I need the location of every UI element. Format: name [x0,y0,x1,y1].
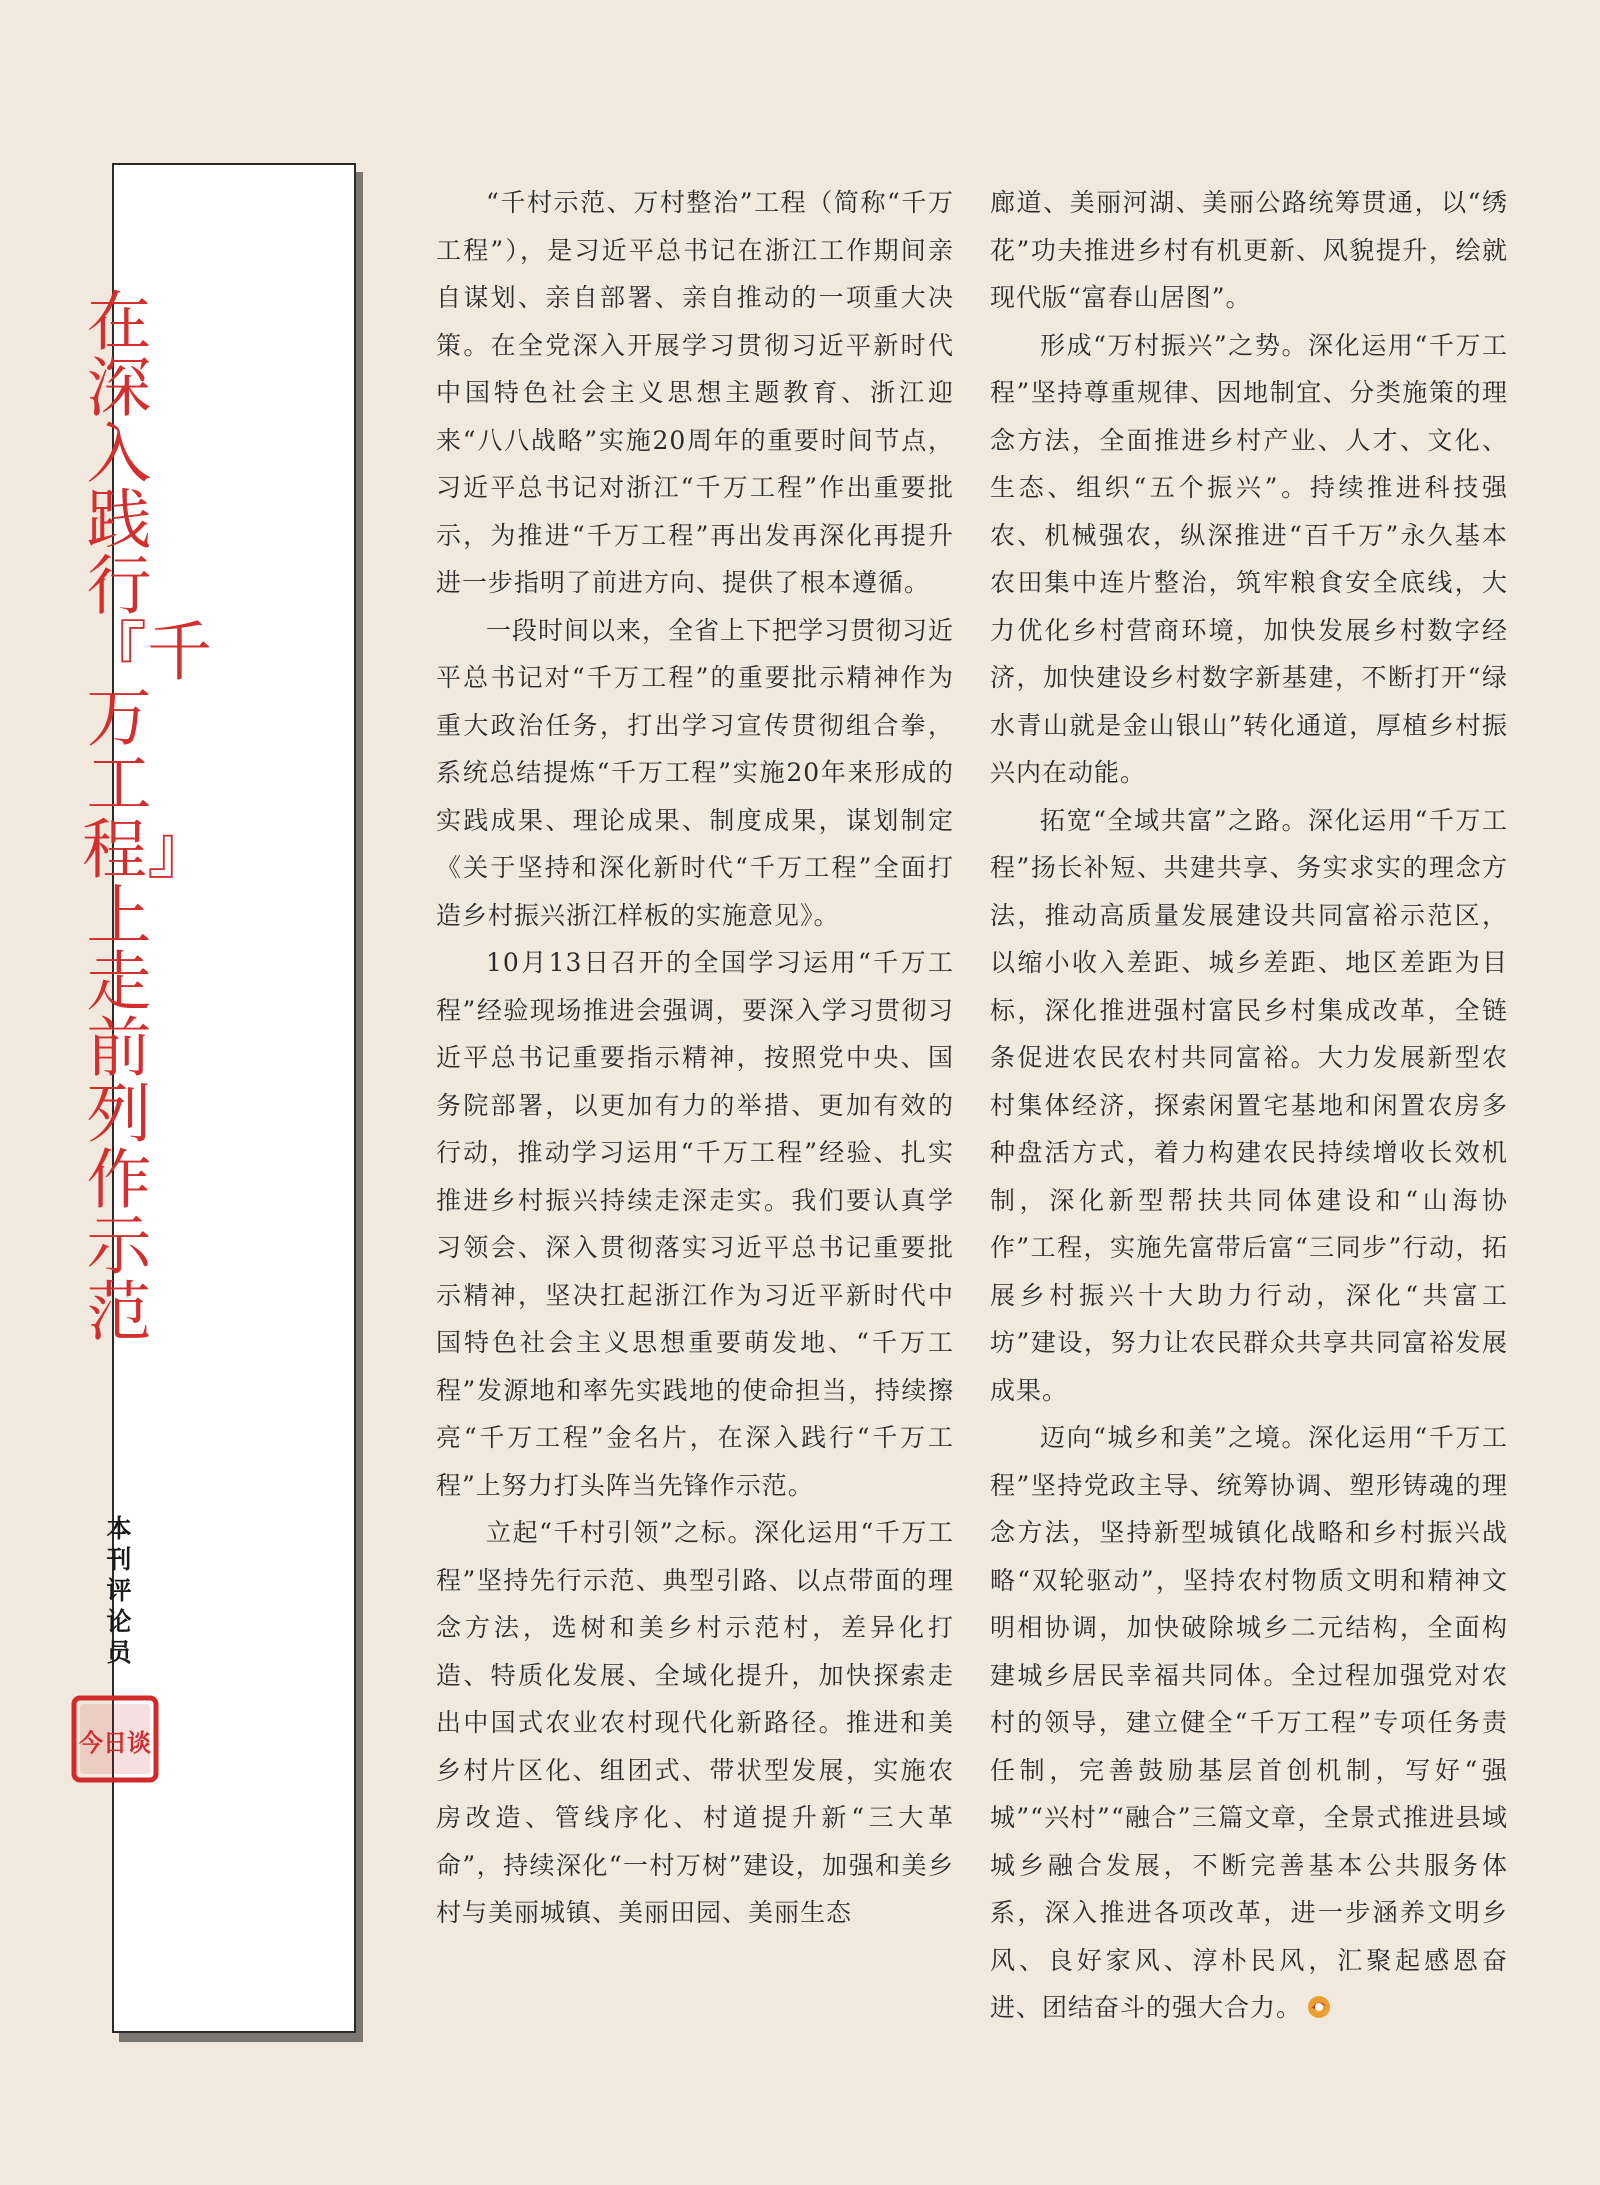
paragraph: “千村示范、万村整治”工程（简称“千万工程”），是习近平总书记在浙江工作期间亲自谋划、亲自部署、亲自推动的一项重大决策。在全党深入开展学习贯彻习近平新时代中国特色社会主义思想主题教育、浙江迎来“八八战略”实施20周年的重要时间节点，习近平总书记对浙江“千万工程”作出重要批示，为推进“千万工程”再出发再深化再提升进一步指明了前进方向、提供了根本遵循。 [436,188,954,597]
paragraph-final [990,1414,1508,2032]
article-column-right [990,179,1508,2032]
author-byline: 本刊评论员 [106,1514,132,1667]
seal-text: 今日谈 [79,1728,151,1757]
paragraph: 一段时间以来，全省上下把学习贯彻习近平总书记对“千万工程”的重要批示精神作为重大政治任务，打出学习宣传贯彻组合拳，系统总结提炼“千万工程”实施20年来形成的实践成果、理论成果、制度成果，谋划制定《关于坚持和深化新时代“千万工程”全面打造乡村振兴浙江样板的实施意见》。 [436,615,955,930]
paragraph-text: 迈向“城乡和美”之境。深化运用“千万工程”坚持党政主导、统筹协调、塑形铸魂的理念方法，坚持新型城镇化战略和乡村振兴战略“双轮驱动”，坚持农村物质文明和精神文明相协调，加快破除城乡二元结构，全面构建城乡居民幸福共同体。全过程加强党对农村的领导，建立健全“千万工程”专项任务责任制，完善鼓励基层首创机制，写好“强城”“兴村”“融合”三篇文章，全景式推进县域城乡融合发展，不断完善基本公共服务体系，深入推进各项改革，进一步涵养文明乡风、良好家风、淳朴民风，汇聚起感恩奋进、团结奋斗的强大合力。 [990,1423,1508,2022]
paragraph: 立起“千村引领”之标。深化运用“千万工程”坚持先行示范、典型引路、以点带面的理念方法，选树和美乡村示范村，差异化打造、特质化发展、全域化提升，加快探索走出中国式农业农村现代化新路径。推进和美乡村片区化、组团式、带状型发展，实施农房改造、管线序化、村道提升新“三大革命”，持续深化“一村万树”建设，加强和美乡村与美丽城镇、美丽田园、美丽生态 [436,1518,954,1927]
article-title: 在深入践行『千万工程』上走前列作示范 [82,285,213,1350]
seal-stamp [71,1695,159,1783]
paragraph: 拓宽“全域共富”之路。深化运用“千万工程”扬长补短、共建共享、务实求实的理念方法，推动高质量发展建设共同富裕示范区，以缩小收入差距、城乡差距、地区差距为目标，深化推进强村富民乡村集成改革，全链条促进农民农村共同富裕。大力发展新型农村集体经济，探索闲置宅基地和闲置农房多种盘活方式，着力构建农民持续增收长效机制，深化新型帮扶共同体建设和“山海协作”工程，实施先富带后富“三同步”行动，拓展乡村振兴十大助力行动，深化“共富工坊”建设，努力让农民群众共享共同富裕发展成果。 [990,805,1508,1405]
end-mark-icon [1306,1994,1332,2020]
paragraph: 形成“万村振兴”之势。深化运用“千万工程”坚持尊重规律、因地制宜、分类施策的理念方法，全面推进乡村产业、人才、文化、生态、组织“五个振兴”。持续推进科技强农、机械强农，纵深推进“百千万”永久基本农田集中连片整治，筑牢粮食安全底线，大力优化乡村营商环境，加快发展乡村数字经济，加快建设乡村数字新基建，不断打开“绿水青山就是金山银山”转化通道，厚植乡村振兴内在动能。 [990,330,1508,787]
paragraph-continued: 廊道、美丽河湖、美丽公路统筹贯通，以“绣花”功夫推进乡村有机更新、风貌提升，绘就现代版“富春山居图”。 [990,188,1508,312]
article-column-left [436,179,954,1937]
paragraph: 10月13日召开的全国学习运用“千万工程”经验现场推进会强调，要深入学习贯彻习近平总书记重要指示精神，按照党中央、国务院部署，以更加有力的举措、更加有效的行动，推动学习运用“千万工程”经验、扎实推进乡村振兴持续走深走实。我们要认真学习领会、深入贯彻落实习近平总书记重要批示精神，坚决扛起浙江作为习近平新时代中国特色社会主义思想重要萌发地、“千万工程”发源地和率先实践地的使命担当，持续擦亮“千万工程”金名片，在深入践行“千万工程”上努力打头阵当先锋作示范。 [436,948,954,1500]
